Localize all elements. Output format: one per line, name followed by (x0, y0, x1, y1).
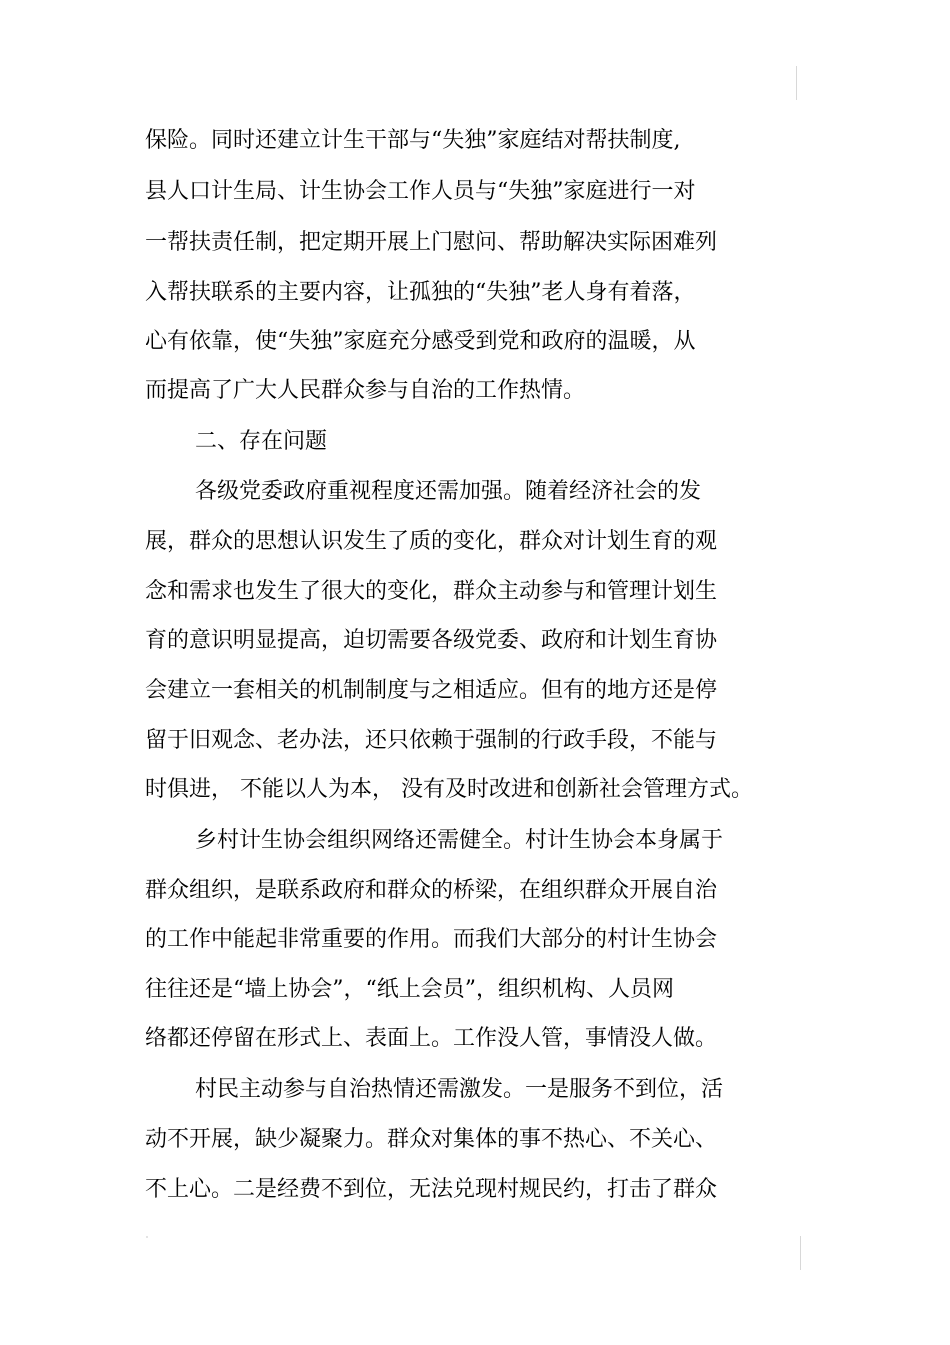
paragraph-line: 群众组织，是联系政府和群众的桥梁，在组织群众开展自治 (145, 878, 718, 903)
paragraph-line: 一帮扶责任制，把定期开展上门慰问、帮助解决实际困难列 (145, 230, 718, 255)
paragraph-line: 不上心。二是经费不到位，无法兑现村规民约，打击了群众 (145, 1177, 718, 1202)
paragraph-line: 展，群众的思想认识发生了质的变化，群众对计划生育的观 (145, 529, 718, 554)
paragraph-line: 留于旧观念、老办法，还只依赖于强制的行政手段，不能与 (145, 728, 718, 753)
paragraph-line: 会建立一套相关的机制制度与之相适应。但有的地方还是停 (145, 678, 718, 703)
section-heading: 二、存在问题 (195, 429, 328, 454)
paragraph-line: 入帮扶联系的主要内容，让孤独的“失独”老人身有着落， (145, 280, 696, 305)
paragraph-line: 络都还停留在形式上、表面上。工作没人管，事情没人做。 (145, 1026, 718, 1051)
paragraph-line: 往往还是“墙上协会”，“纸上会员”，组织机构、人员网 (145, 977, 674, 1002)
paragraph-line: 保险。同时还建立计生干部与“失独”家庭结对帮扶制度, (145, 128, 681, 153)
paragraph-line: 县人口计生局、计生协会工作人员与“失独”家庭进行一对 (145, 179, 696, 204)
paragraph-line: 念和需求也发生了很大的变化，群众主动参与和管理计划生 (145, 579, 718, 604)
page-edge-mark-top (796, 66, 797, 100)
paragraph-line: 时俱进， 不能以人为本， 没有及时改进和创新社会管理方式。 (145, 777, 753, 802)
paragraph-line: 心有依靠，使“失独”家庭充分感受到党和政府的温暖，从 (145, 329, 696, 354)
page-edge-mark-bottom (800, 1236, 801, 1270)
paragraph-line: 而提高了广大人民群众参与自治的工作热情。 (145, 378, 586, 403)
paragraph-line: 各级党委政府重视程度还需加强。随着经济社会的发 (195, 479, 702, 504)
paragraph-line: 乡村计生协会组织网络还需健全。村计生协会本身属于 (195, 828, 724, 853)
paragraph-line: 的工作中能起非常重要的作用。而我们大部分的村计生协会 (145, 927, 718, 952)
paragraph-line: 动不开展，缺少凝聚力。群众对集体的事不热心、不关心、 (145, 1127, 718, 1152)
paragraph-line: 村民主动参与自治热情还需激发。一是服务不到位，活 (195, 1077, 724, 1102)
page-corner-dot (146, 1236, 148, 1238)
paragraph-line: 育的意识明显提高，迫切需要各级党委、政府和计划生育协 (145, 628, 718, 653)
